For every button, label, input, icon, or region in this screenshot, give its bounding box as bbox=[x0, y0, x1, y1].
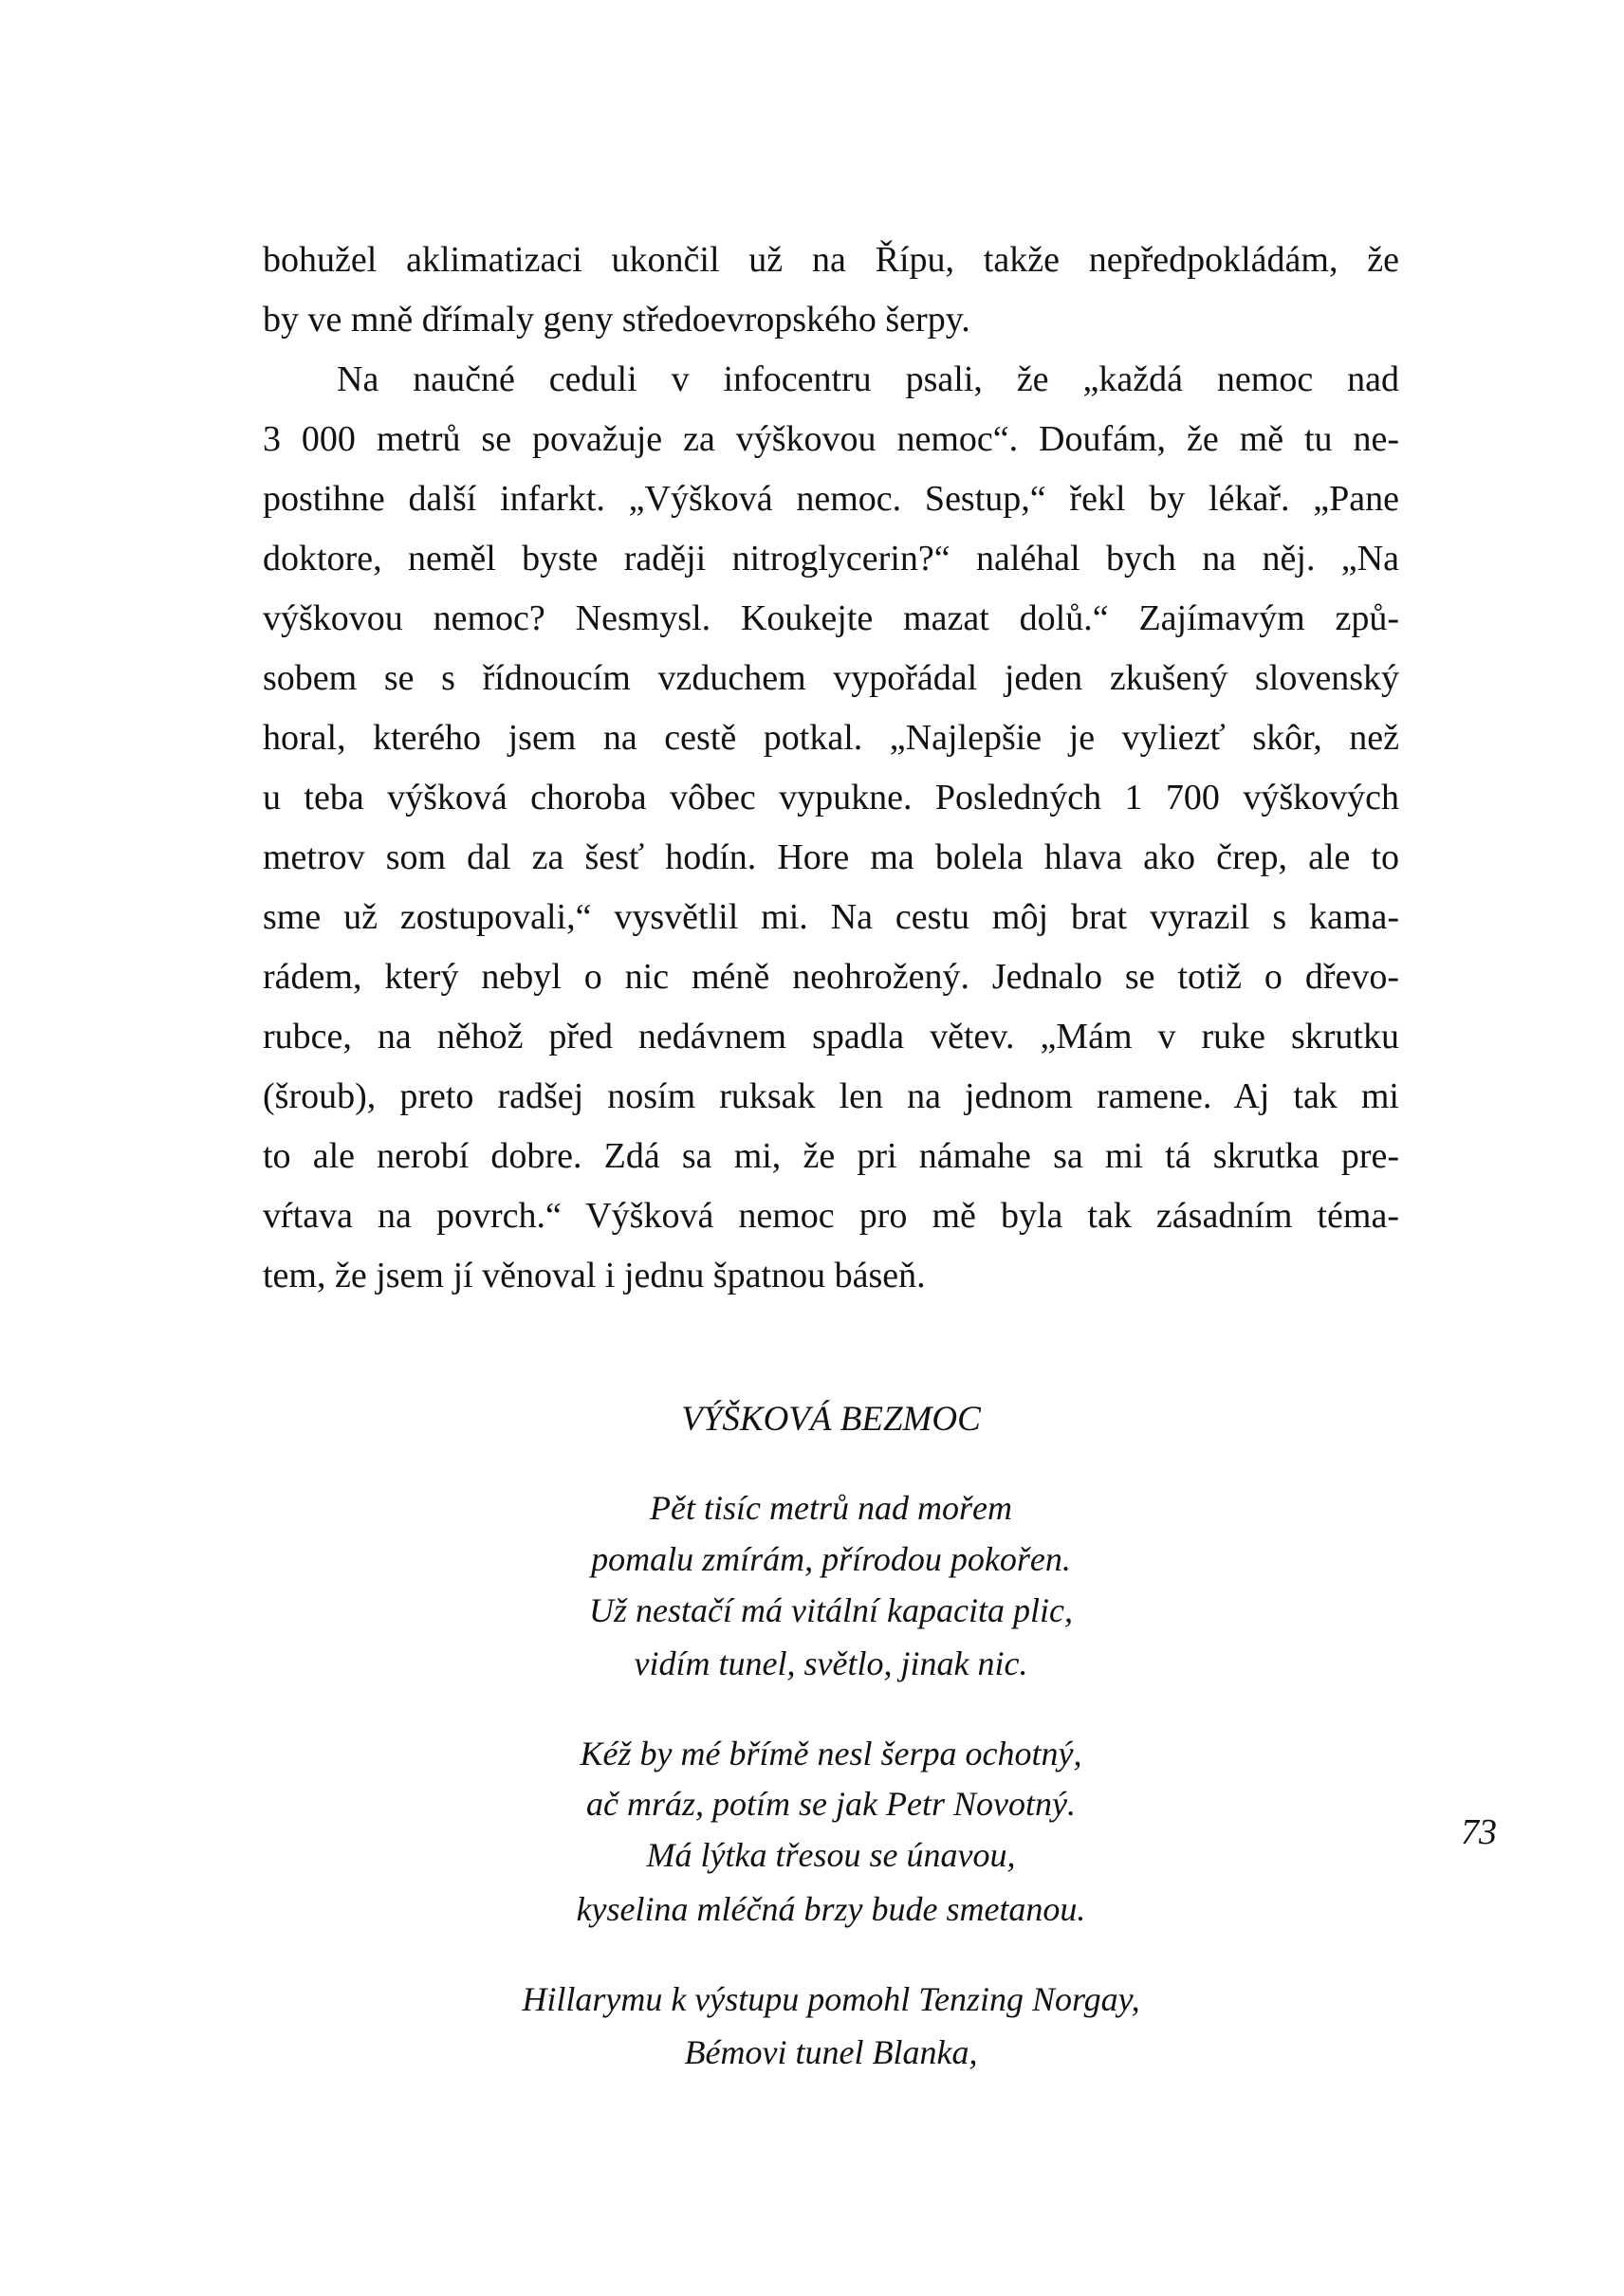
text-line: rádem, který nebyl o nic méně neohrožený. Jednalo se totiž o dřevo- bbox=[263, 957, 1399, 997]
text-line: sme už zostupovali,“ vysvětlil mi. Na cestu môj brat vyrazil s kama- bbox=[263, 897, 1399, 937]
text-line: horal, kterého jsem na cestě potkal. „Najlepšie je vyliezť skôr, než bbox=[263, 718, 1399, 758]
poem-line: kyselina mléčná brzy bude smetanou. bbox=[576, 1890, 1086, 1928]
text-line: metrov som dal za šesť hodín. Hore ma bolela hlava ako črep, ale to bbox=[263, 837, 1399, 877]
text-line: 3 000 metrů se považuje za výškovou nemoc“. Doufám, že mě tu ne- bbox=[263, 419, 1399, 459]
text-line: doktore, neměl byste raději nitroglycerin?“ naléhal bych na něj. „Na bbox=[263, 539, 1399, 579]
poem-line: Už nestačí má vitální kapacita plic, bbox=[589, 1591, 1073, 1629]
text-line: rubce, na něhož před nedávnem spadla větev. „Mám v ruke skrutku bbox=[263, 1017, 1399, 1056]
text-line: sobem se s řídnoucím vzduchem vypořádal jeden zkušený slovenský bbox=[263, 658, 1399, 698]
text-line: bohužel aklimatizaci ukončil už na Řípu, takže nepředpokládám, že bbox=[263, 240, 1399, 280]
text-line: Na naučné ceduli v infocentru psali, že „každá nemoc nad bbox=[337, 359, 1399, 399]
poem-line: pomalu zmírám, přírodou pokořen. bbox=[591, 1540, 1071, 1578]
text-line: tem, že jsem jí věnoval i jednu špatnou báseň. bbox=[263, 1256, 926, 1295]
text-line: postihne další infarkt. „Výšková nemoc. Sestup,“ řekl by lékař. „Pane bbox=[263, 479, 1399, 519]
poem-line: vidím tunel, světlo, jinak nic. bbox=[634, 1644, 1028, 1682]
poem-line: Hillarymu k výstupu pomohl Tenzing Norgay, bbox=[522, 1980, 1140, 2018]
poem-line: Kéž by mé břímě nesl šerpa ochotný, bbox=[580, 1735, 1082, 1773]
page-number: 73 bbox=[1461, 1812, 1497, 1852]
poem-line: ač mráz, potím se jak Petr Novotný. bbox=[586, 1785, 1076, 1823]
poem-title: VÝŠKOVÁ BEZMOC bbox=[681, 1400, 981, 1439]
text-line: by ve mně dřímaly geny středoevropského šerpy. bbox=[263, 300, 970, 340]
poem-line: Pět tisíc metrů nad mořem bbox=[650, 1489, 1012, 1527]
poem-line: Má lýtka třesou se únavou, bbox=[646, 1836, 1016, 1874]
text-line: vŕtava na povrch.“ Výšková nemoc pro mě byla tak zásadním téma- bbox=[263, 1196, 1399, 1236]
text-line: výškovou nemoc? Nesmysl. Koukejte mazat dolů.“ Zajímavým způ- bbox=[263, 598, 1399, 638]
text-line: u teba výšková choroba vôbec vypukne. Posledných 1 700 výškových bbox=[263, 778, 1399, 817]
text-line: (šroub), preto radšej nosím ruksak len na jednom ramene. Aj tak mi bbox=[263, 1076, 1399, 1116]
poem-line: Bémovi tunel Blanka, bbox=[684, 2033, 978, 2071]
text-line: to ale nerobí dobre. Zdá sa mi, že pri námahe sa mi tá skrutka pre- bbox=[263, 1136, 1399, 1176]
